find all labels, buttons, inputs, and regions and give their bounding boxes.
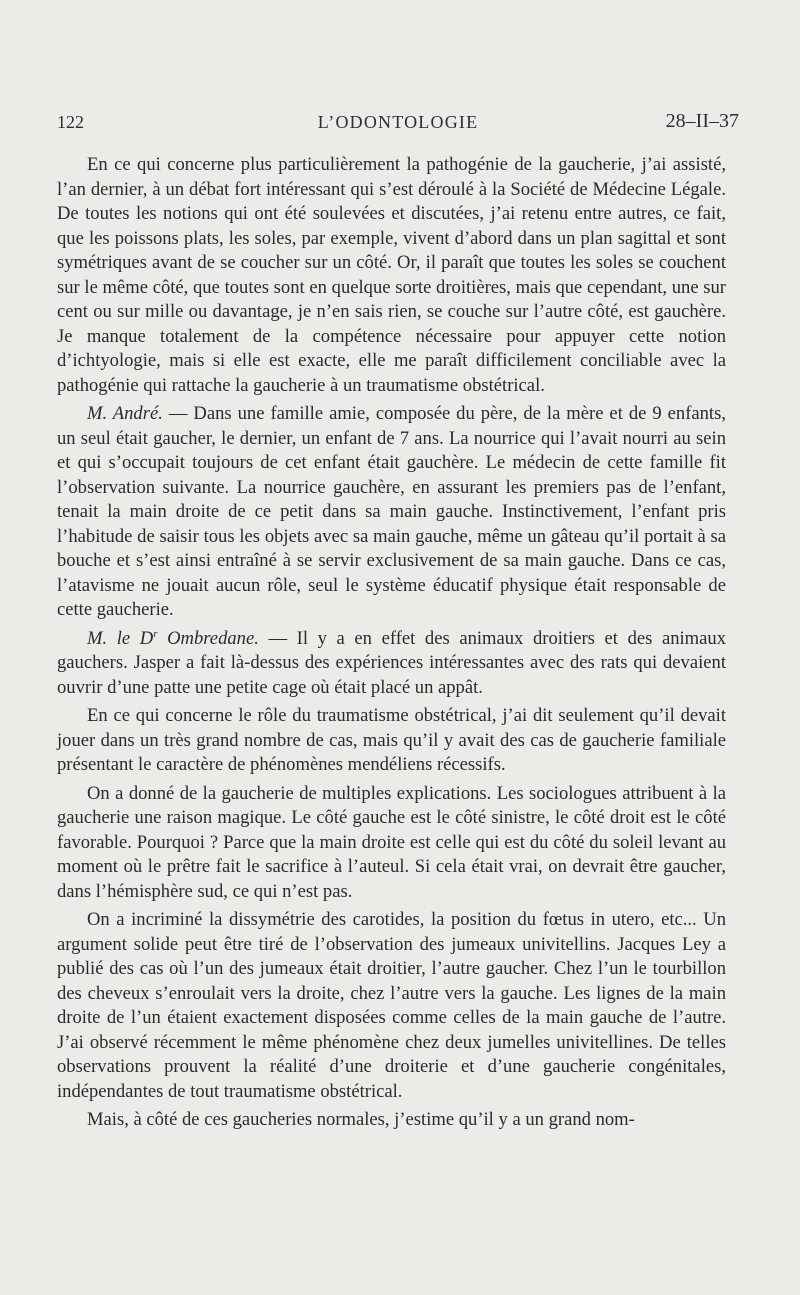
- speaker-suffix: Ombredane.: [157, 627, 259, 649]
- paragraph: [57, 908, 726, 1104]
- paragraph: [57, 153, 726, 398]
- journal-title: L’ODONTOLOGIE: [317, 112, 479, 132]
- running-header: [57, 110, 739, 136]
- paragraph: [57, 402, 726, 623]
- paragraph: [57, 627, 726, 701]
- paragraph-text: — Dans une famille amie, composée du père, de la mère et de 9 enfants, un seul était gaucher, le dernier, un enfant de 7 ans. La nourrice qui l’avait nourri au sein et qui s’occupait toujours de cet enfant était gauchère. Le médecin de cette famille fit l’observation suivante. La nourrice gauchère, en assurant les premiers pas de l’enfant, tenait la main droite de ce petit dans sa main gauche. Instinctivement, l’enfant pris l’habitude de saisir tous les objets avec sa main gauche, même un gâteau qu’il portait à sa bouche et s’est ainsi entraîné à se servir exclusivement de sa main gauche. Dans ce cas, l’atavisme ne jouait aucun rôle, seul le système éducatif physique était responsable de cette gaucherie.: [57, 403, 726, 620]
- paragraph-text: Mais, à côté de ces gaucheries normales, j’estime qu’il y a un grand nom-: [87, 1109, 635, 1130]
- paragraph: [57, 704, 726, 778]
- paragraph-text: En ce qui concerne plus particulièrement la pathogénie de la gaucherie, j’ai assisté, l’an dernier, à un débat fort intéressant qui s’est déroulé à la Société de Médecine Légale. De toutes les notions qui ont été soulevées et discutées, j’ai retenu entre autres, ce fait, que les poissons plats, les soles, par exemple, vivent d’abord dans un plan sagittal et sont symétriques avant de se coucher sur un côté. Or, il paraît que toutes les soles se couchent sur le même côté, que toutes sont en quelque sorte droitières, mais que cependant, une sur cent ou sur mille ou davantage, je n’en sais rien, se couche sur l’autre côté, est gauchère. Je manque totalement de la compétence nécessaire pour appuyer cette notion d’ichtyologie, mais si elle est exacte, elle me paraît difficilement conciliable avec la pathogénie qui rattache la gaucherie à un traumatisme obstétrical.: [57, 154, 726, 396]
- speaker-name: [87, 628, 259, 649]
- issue-date: 28–II–37: [665, 110, 739, 132]
- paragraph-text: On a incriminé la dissymétrie des carotides, la position du fœtus in utero, etc... Un argument solide peut être tiré de l’observation des jumeaux univitellins. Jacques Ley a publié des cas où l’un des jumeaux était droitier, l’autre gaucher. Chez l’un le tourbillon des cheveux s’enroulait vers la droite, chez l’autre vers la gauche. Les lignes de la main droite de l’un étaient exactement disposées comme celles de la main gauche de l’autre. J’ai observé récemment le même phénomène chez deux jumelles univitellines. De telles observations prouvent la réalité d’une droiterie et d’une gaucherie congénitales, indépendantes de tout traumatisme obstétrical.: [57, 909, 726, 1102]
- paragraph-text: En ce qui concerne le rôle du traumatisme obstétrical, j’ai dit seulement qu’il devait jouer dans un très grand nombre de cas, mais qu’il y avait des cas de gaucherie familiale présentant le caractère de phénomènes mendéliens récessifs.: [57, 705, 726, 775]
- page-number: 122: [57, 112, 84, 132]
- paragraph-text: On a donné de la gaucherie de multiples explications. Les sociologues attribuent à la gaucherie une raison magique. Le côté gauche est le côté sinistre, le côté droit est le côté favorable. Pourquoi ? Parce que la main droite est celle qui est du côté du soleil levant au moment où le prêtre fait le sacrifice à l’auteul. Si cela était vrai, on devrait être gaucher, dans l’hémisphère sud, ce qui n’est pas.: [57, 782, 726, 902]
- speaker-prefix: M. le D: [87, 627, 154, 649]
- speaker-name: M. André.: [87, 403, 163, 424]
- paragraph: [57, 782, 726, 905]
- paragraph: [57, 1108, 726, 1133]
- article-body: [57, 153, 726, 1137]
- speaker-superscript: r: [153, 627, 158, 640]
- paragraph-text: — Il y a en effet des animaux droitiers et des animaux gauchers. Jasper a fait là-dessus des expériences intéressantes avec des rats qui devaient ouvrir d’une patte une petite cage où était placé un appât.: [57, 627, 726, 698]
